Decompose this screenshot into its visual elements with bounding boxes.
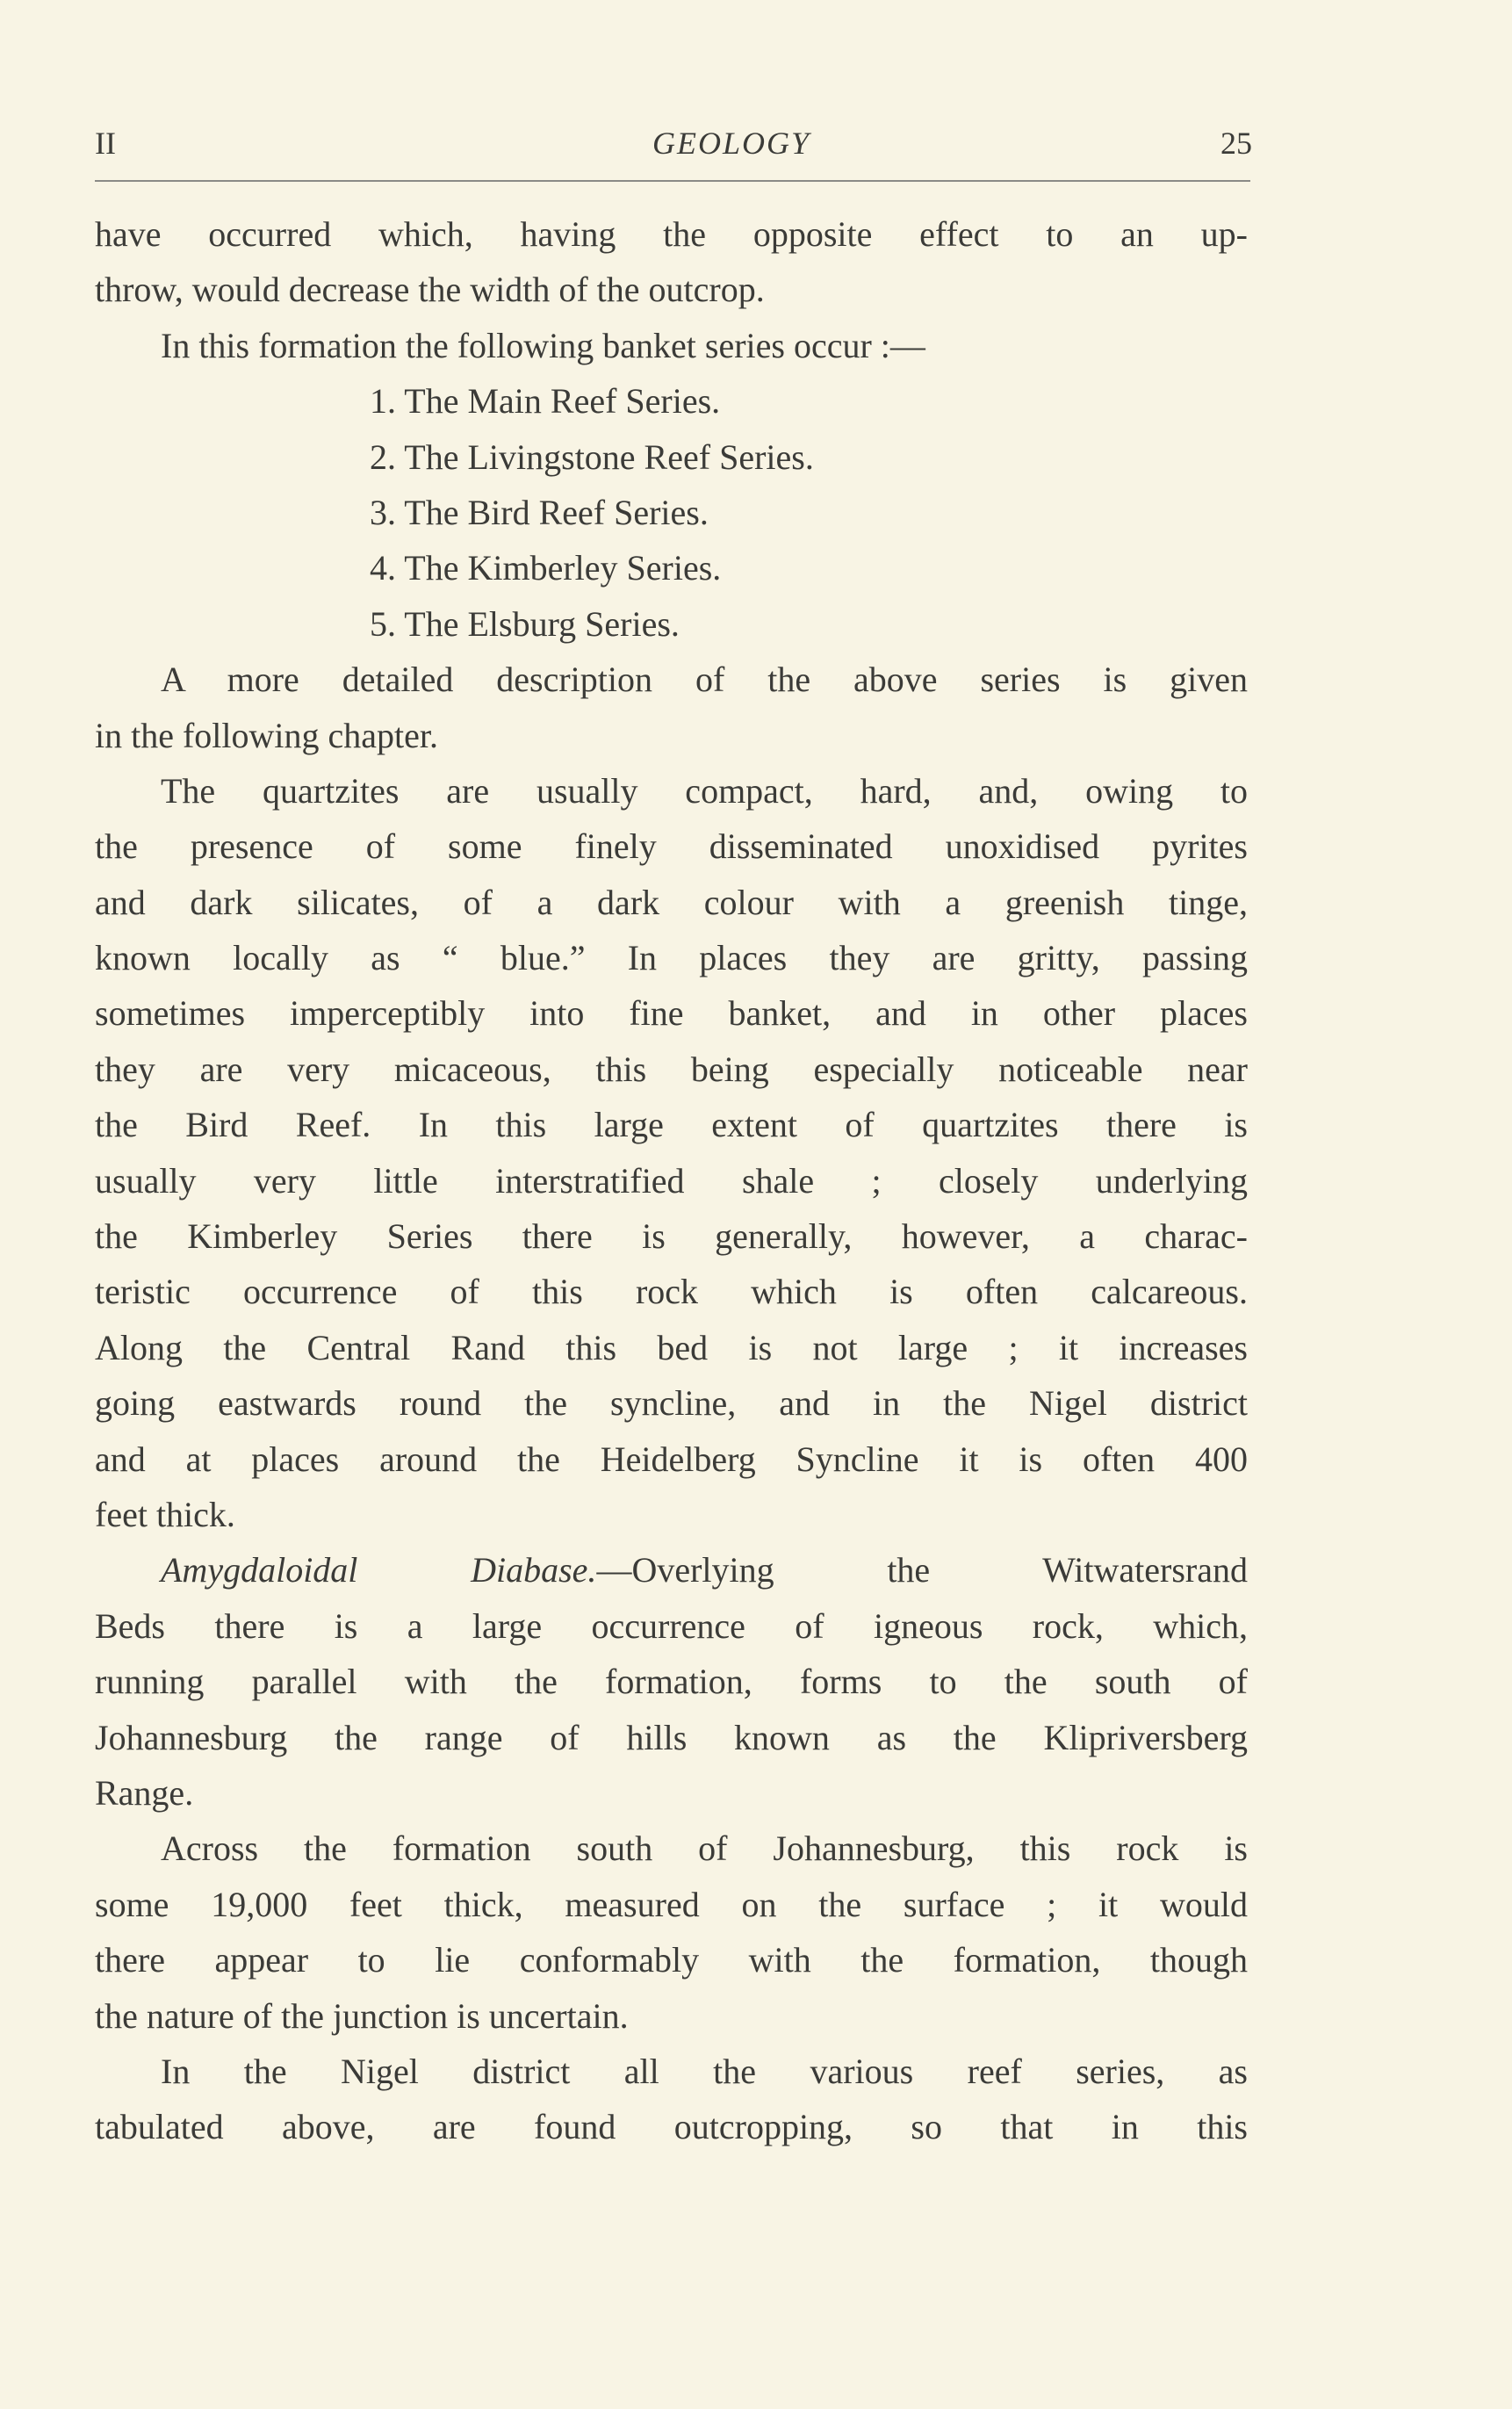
text-line xyxy=(95,819,1248,874)
line-text: The quartzites are usually compact, hard, and, owing to xyxy=(161,770,1248,811)
line-text: Across the formation south of Johannesburg, this rock is xyxy=(161,1828,1248,1869)
text-line xyxy=(95,875,1248,930)
text-line xyxy=(95,1153,1248,1208)
running-head-title: GEOLOGY xyxy=(652,126,811,161)
text-line xyxy=(95,930,1248,985)
line-text: In this formation the following banket series occur :— xyxy=(161,325,925,365)
line-text: in the following chapter. xyxy=(95,715,439,755)
text-line xyxy=(95,1654,1248,1709)
line-text: feet thick. xyxy=(95,1494,235,1534)
text-line xyxy=(95,985,1248,1041)
text-line xyxy=(95,206,1248,262)
line-text: some 19,000 feet thick, measured on the surface ; it would xyxy=(95,1884,1248,1924)
text-line xyxy=(95,763,1248,819)
text-line xyxy=(95,2044,1248,2099)
line-text: and dark silicates, of a dark colour with a greenish tinge, xyxy=(95,882,1248,922)
line-text: usually very little interstratified shale ; closely underlying xyxy=(95,1160,1248,1201)
text-line xyxy=(95,1821,1248,1876)
line-text: Beds there is a large occurrence of igneous rock, which, xyxy=(95,1605,1248,1646)
list-item xyxy=(95,596,1248,652)
list-item xyxy=(95,540,1248,595)
line-text: they are very micaceous, this being especially noticeable near xyxy=(95,1049,1248,1089)
text-line xyxy=(95,1208,1248,1264)
text-line xyxy=(95,1988,1248,2044)
text-line xyxy=(95,1320,1248,1375)
line-text: teristic occurrence of this rock which is often calcareous. xyxy=(95,1272,1248,1312)
line-text: Range. xyxy=(95,1772,194,1813)
list-item xyxy=(95,429,1248,485)
line-text: have occurred which, having the opposite effect to an up- xyxy=(95,214,1248,254)
text-line xyxy=(95,1375,1248,1431)
line-text: 2. The Livingstone Reef Series. xyxy=(370,436,814,477)
line-text: the presence of some finely disseminated unoxidised pyrites xyxy=(95,826,1248,867)
line-text: sometimes imperceptibly into fine banket, and in other places xyxy=(95,993,1248,1034)
text-line xyxy=(95,1765,1248,1821)
line-text: In the Nigel district all the various reef series, as xyxy=(161,2051,1248,2091)
text-line xyxy=(95,1932,1248,1987)
text-line xyxy=(95,1710,1248,1765)
text-line xyxy=(95,1542,1248,1598)
text-line xyxy=(95,652,1248,707)
text-line xyxy=(95,1487,1248,1542)
line-text: throw, would decrease the width of the outcrop. xyxy=(95,270,765,310)
text-line xyxy=(95,262,1248,317)
line-text: A more detailed description of the above series is given xyxy=(161,660,1248,700)
text-line xyxy=(95,708,1248,763)
running-head-section: II xyxy=(95,126,116,161)
line-text: and at places around the Heidelberg Syncline it is often 400 xyxy=(95,1439,1248,1479)
line-text: known locally as “ blue.” In places they are gritty, passing xyxy=(95,938,1248,978)
line-text: the Bird Reef. In this large extent of quartzites there is xyxy=(95,1105,1248,1145)
line-text: 1. The Main Reef Series. xyxy=(370,381,721,422)
header-rule xyxy=(95,180,1250,182)
line-text: 3. The Bird Reef Series. xyxy=(370,492,709,532)
line-text: 4. The Kimberley Series. xyxy=(370,548,722,588)
text-line xyxy=(95,2099,1248,2154)
list-item xyxy=(95,373,1248,429)
body-text xyxy=(95,206,1248,2155)
line-text: the Kimberley Series there is generally, however, a charac- xyxy=(95,1216,1248,1257)
line-text: running parallel with the formation, forms to the south of xyxy=(95,1662,1248,1702)
page-number: 25 xyxy=(1220,126,1252,161)
text-line xyxy=(95,1264,1248,1319)
text-line xyxy=(95,1097,1248,1152)
line-text: Along the Central Rand this bed is not large ; it increases xyxy=(95,1327,1248,1367)
list-item xyxy=(95,485,1248,540)
text-line xyxy=(95,1042,1248,1097)
text-line xyxy=(95,1432,1248,1487)
line-text: there appear to lie conformably with the formation, though xyxy=(95,1940,1248,1980)
line-text: tabulated above, are found outcropping, so that in this xyxy=(95,2107,1248,2147)
line-text: the nature of the junction is uncertain. xyxy=(95,1995,629,2036)
text-line xyxy=(95,318,1248,373)
italic-heading: Amygdaloidal Diabase. xyxy=(161,1550,597,1590)
line-text: —Overlying the Witwatersrand xyxy=(596,1550,1248,1590)
text-line xyxy=(95,1877,1248,1932)
line-text: going eastwards round the syncline, and in the Nigel district xyxy=(95,1383,1248,1424)
line-text: 5. The Elsburg Series. xyxy=(370,603,680,644)
text-line xyxy=(95,1598,1248,1654)
line-text: Johannesburg the range of hills known as the Klipriversberg xyxy=(95,1717,1248,1757)
